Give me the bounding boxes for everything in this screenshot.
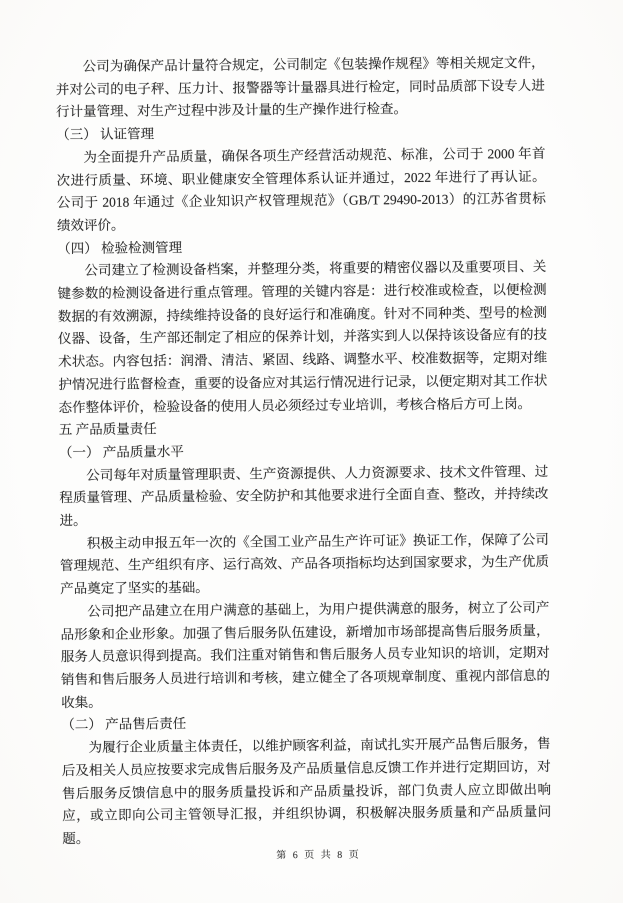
section-heading: 五 产品质量责任 xyxy=(58,421,157,438)
section-heading: （三） 认证管理 xyxy=(56,126,155,143)
body-paragraph: 公司把产品建立在用户满意的基础上，为用户提供满意的服务，树立了公司产品形象和企业形象。加强了售后服务队伍建设，新增加市场部提高售后服务质量，服务人员意识得到提高。我们注重对销售和售后服务人员专业知识的培训，定期对销售和售后服务人员进行培训和考核，建立健全了各项规章制度、重视内部信息的收集。 xyxy=(60,599,551,710)
body-paragraph: 积极主动申报五年一次的《全国工业产品生产许可证》换证工作，保障了公司管理规范、生产组织有序、运行高效、产品各项指标均达到国家要求，为生产优质产品奠定了坚实的基础。 xyxy=(59,531,550,597)
document-body xyxy=(56,52,552,851)
section-heading: （四） 检验检测管理 xyxy=(57,239,183,256)
body-paragraph: 为履行企业质量主体责任，以维护顾客利益，南试扎实开展产品售后服务，售后及相关人员应按要求完成售后服务及产品质量信息反馈工作并进行定期回访，对售后服务反馈信息中的服务质量投诉和产品质量投诉，部门负责人应立即做出响应，或立即向公司主管领导汇报，并组织协调，积极解决服务质量和产品质量问题。 xyxy=(61,735,552,847)
body-paragraph: 为全面提升产品质量，确保各项生产经营活动规范、标准，公司于 2000 年首次进行质量、环境、职业健康安全管理体系认证并通过，2022 年进行了再认证。公司于 2018 年通过《企业知识产权管理规范》（GB/T 29490-2013）的江苏省贯标绩效评价。 xyxy=(56,145,546,234)
body-paragraph: 公司每年对质量管理职责、生产资源提供、人力资源要求、技术文件管理、过程质量管理、产品质量检验、安全防护和其他要求进行全面自查、整改，并持续改进。 xyxy=(59,463,549,529)
section-heading: （一） 产品质量水平 xyxy=(58,443,184,461)
body-paragraph: 公司为确保产品计量符合规定，公司制定《包装操作规程》等相关规定文件，并对公司的电子秤、压力计、报警器等计量器具进行检定，同时品质部下设专人进行计量管理、对生产过程中涉及计量的生产操作进行检查。 xyxy=(55,54,545,120)
section-heading: （二） 产品售后责任 xyxy=(61,716,187,733)
page-footer: 第 6 页 共 8 页 xyxy=(276,849,361,862)
body-paragraph: 公司建立了检测设备档案，并整理分类，将重要的精密仪器以及重要项目、关键参数的检测设备进行重点管理。管理的关键内容是：进行校准或检查，以便检测数据的有效溯源，持续维持设备的良好运行和准确度。针对不同种类、型号的检测仪器、设备，生产部还制定了相应的保养计划，并落实到人以保持该设备应有的技术状态。内容包括：润滑、清洁、紧固、线路、调整水平、校准数据等，定期对维护情况进行监督检查，重要的设备应对其运行情况进行记录，以便定期对其工作状态作整体评价，检验设备的使用人员必须经过专业培训，考核合格后方可上岗。 xyxy=(57,259,548,415)
